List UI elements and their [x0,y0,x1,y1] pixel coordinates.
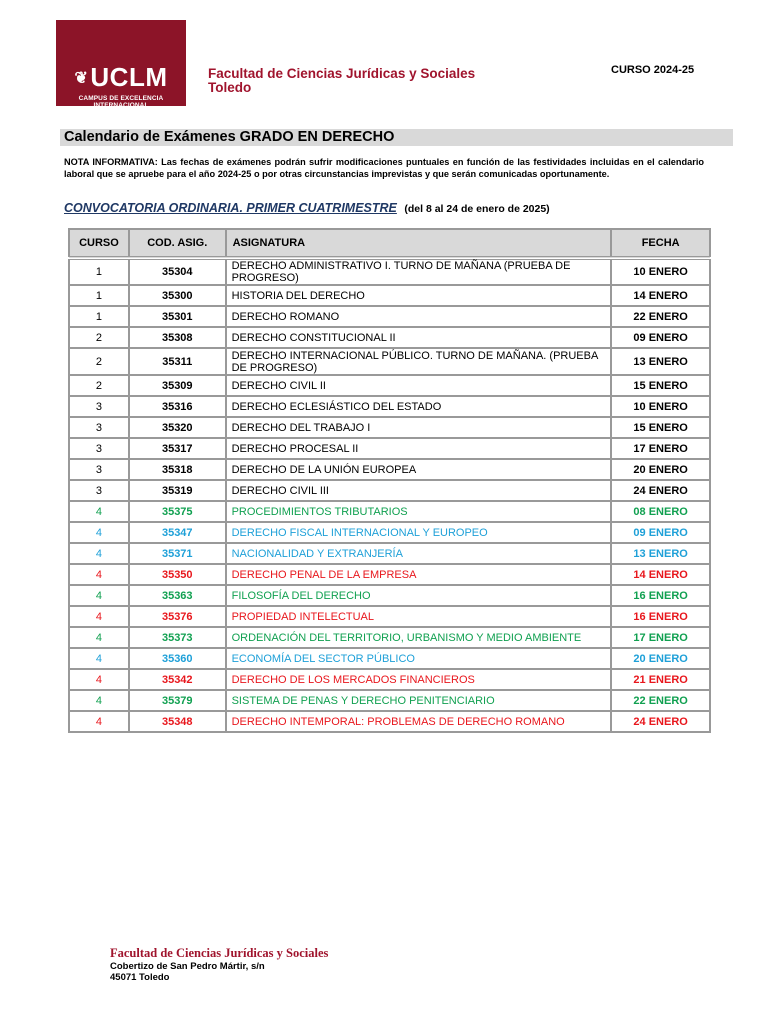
table-row [69,417,710,438]
table-row [69,627,710,648]
cell-asignatura: FILOSOFÍA DEL DERECHO [226,585,612,606]
table-row [69,396,710,417]
cell-codigo: 35360 [129,648,226,669]
logo-text: UCLM [90,62,168,92]
cell-codigo: 35320 [129,417,226,438]
table-row [69,690,710,711]
cell-asignatura: DERECHO PROCESAL II [226,438,612,459]
university-crest-icon: ❦ [74,70,89,87]
faculty-name: Facultad de Ciencias Jurídicas y Sociales [208,66,476,81]
cell-fecha: 10 ENERO [611,258,710,285]
table-row [69,711,710,732]
cell-asignatura: NACIONALIDAD Y EXTRANJERÍA [226,543,612,564]
cell-codigo: 35375 [129,501,226,522]
cell-asignatura: DERECHO PENAL DE LA EMPRESA [226,564,612,585]
cell-curso: 2 [69,348,129,375]
table-row [69,375,710,396]
course-year: CURSO 2024-25 [611,64,695,76]
cell-fecha: 22 ENERO [611,690,710,711]
cell-fecha: 17 ENERO [611,627,710,648]
table-row [69,522,710,543]
cell-asignatura: DERECHO INTERNACIONAL PÚBLICO. TURNO DE MAÑANA. (PRUEBA DE PROGRESO) [226,348,612,375]
cell-codigo: 35371 [129,543,226,564]
cell-curso: 3 [69,480,129,501]
cell-fecha: 13 ENERO [611,348,710,375]
footer-address-line2: 45071 Toledo [110,972,170,983]
cell-codigo: 35301 [129,306,226,327]
cell-curso: 4 [69,711,129,732]
cell-codigo: 35308 [129,327,226,348]
cell-codigo: 35363 [129,585,226,606]
cell-asignatura: PROCEDIMIENTOS TRIBUTARIOS [226,501,612,522]
cell-asignatura: ECONOMÍA DEL SECTOR PÚBLICO [226,648,612,669]
table-row [69,459,710,480]
cell-fecha: 14 ENERO [611,564,710,585]
cell-asignatura: DERECHO CIVIL III [226,480,612,501]
cell-asignatura: DERECHO CONSTITUCIONAL II [226,327,612,348]
exam-table-body [69,258,710,732]
cell-fecha: 09 ENERO [611,522,710,543]
table-header-row [69,229,710,258]
cell-codigo: 35373 [129,627,226,648]
uclm-logo [56,20,186,109]
table-row [69,669,710,690]
cell-curso: 4 [69,627,129,648]
cell-codigo: 35376 [129,606,226,627]
cell-fecha: 20 ENERO [611,648,710,669]
cell-codigo: 35318 [129,459,226,480]
cell-curso: 4 [69,669,129,690]
cell-fecha: 08 ENERO [611,501,710,522]
cell-codigo: 35350 [129,564,226,585]
cell-curso: 3 [69,438,129,459]
cell-codigo: 35379 [129,690,226,711]
table-row [69,438,710,459]
column-header-curso: CURSO [69,229,129,258]
logo-subtitle: CAMPUS DE EXCELENCIA INTERNACIONAL [78,95,164,109]
cell-fecha: 15 ENERO [611,375,710,396]
cell-asignatura: DERECHO CIVIL II [226,375,612,396]
cell-codigo: 35316 [129,396,226,417]
cell-curso: 3 [69,417,129,438]
table-row [69,606,710,627]
cell-codigo: 35304 [129,258,226,285]
cell-asignatura: DERECHO DEL TRABAJO I [226,417,612,438]
cell-curso: 4 [69,690,129,711]
cell-asignatura: DERECHO DE LA UNIÓN EUROPEA [226,459,612,480]
cell-curso: 4 [69,564,129,585]
table-row [69,501,710,522]
convocatoria-dates: (del 8 al 24 de enero de 2025) [404,203,550,215]
page-title: Calendario de Exámenes GRADO EN DERECHO [64,129,395,145]
cell-curso: 4 [69,585,129,606]
table-row [69,564,710,585]
cell-codigo: 35319 [129,480,226,501]
cell-asignatura: ORDENACIÓN DEL TERRITORIO, URBANISMO Y MEDIO AMBIENTE [226,627,612,648]
cell-fecha: 22 ENERO [611,306,710,327]
cell-curso: 4 [69,648,129,669]
cell-fecha: 14 ENERO [611,285,710,306]
cell-asignatura: DERECHO DE LOS MERCADOS FINANCIEROS [226,669,612,690]
cell-asignatura: SISTEMA DE PENAS Y DERECHO PENITENCIARIO [226,690,612,711]
convocatoria-heading [64,201,550,215]
cell-fecha: 17 ENERO [611,438,710,459]
cell-fecha: 13 ENERO [611,543,710,564]
cell-fecha: 24 ENERO [611,711,710,732]
cell-curso: 1 [69,258,129,285]
convocatoria-title: CONVOCATORIA ORDINARIA. PRIMER CUATRIMESTRE [64,201,397,215]
logo-wordmark [56,62,186,93]
table-row [69,285,710,306]
table-row [69,306,710,327]
cell-fecha: 15 ENERO [611,417,710,438]
cell-codigo: 35342 [129,669,226,690]
cell-curso: 2 [69,375,129,396]
table-row [69,348,710,375]
informative-note: NOTA INFORMATIVA: Las fechas de exámenes podrán sufrir modificaciones puntuales en función de las festividades incluidas en el calendario laboral que se apruebe para el año 2024-25 o por otras circunstancias imprevistas y que serán comunicadas oportunamente. [64,157,704,179]
page-title-bar [60,129,733,146]
cell-codigo: 35309 [129,375,226,396]
cell-fecha: 16 ENERO [611,585,710,606]
cell-codigo: 35311 [129,348,226,375]
cell-asignatura: DERECHO FISCAL INTERNACIONAL Y EUROPEO [226,522,612,543]
cell-asignatura: DERECHO ECLESIÁSTICO DEL ESTADO [226,396,612,417]
cell-curso: 1 [69,285,129,306]
cell-codigo: 35347 [129,522,226,543]
exam-table [68,228,711,733]
cell-asignatura: PROPIEDAD INTELECTUAL [226,606,612,627]
faculty-city: Toledo [208,80,252,95]
cell-fecha: 09 ENERO [611,327,710,348]
cell-fecha: 24 ENERO [611,480,710,501]
footer [110,946,328,983]
cell-curso: 2 [69,327,129,348]
table-row [69,480,710,501]
cell-asignatura: HISTORIA DEL DERECHO [226,285,612,306]
cell-codigo: 35317 [129,438,226,459]
cell-fecha: 16 ENERO [611,606,710,627]
cell-codigo: 35348 [129,711,226,732]
cell-curso: 4 [69,501,129,522]
cell-curso: 3 [69,396,129,417]
table-row [69,327,710,348]
cell-curso: 4 [69,606,129,627]
cell-codigo: 35300 [129,285,226,306]
table-row [69,585,710,606]
table-row [69,543,710,564]
column-header-fecha: FECHA [611,229,710,258]
cell-fecha: 10 ENERO [611,396,710,417]
footer-faculty-name: Facultad de Ciencias Jurídicas y Sociales [110,946,329,960]
footer-address-line1: Cobertizo de San Pedro Mártir, s/n [110,961,265,972]
cell-fecha: 20 ENERO [611,459,710,480]
cell-fecha: 21 ENERO [611,669,710,690]
cell-curso: 4 [69,543,129,564]
table-row [69,258,710,285]
column-header-asignatura: ASIGNATURA [226,229,612,258]
cell-asignatura: DERECHO ROMANO [226,306,612,327]
cell-curso: 3 [69,459,129,480]
cell-asignatura: DERECHO ADMINISTRATIVO I. TURNO DE MAÑANA (PRUEBA DE PROGRESO) [226,258,612,285]
faculty-heading [208,67,475,95]
table-row [69,648,710,669]
cell-curso: 4 [69,522,129,543]
cell-curso: 1 [69,306,129,327]
cell-asignatura: DERECHO INTEMPORAL: PROBLEMAS DE DERECHO ROMANO [226,711,612,732]
column-header-codigo: COD. ASIG. [129,229,226,258]
